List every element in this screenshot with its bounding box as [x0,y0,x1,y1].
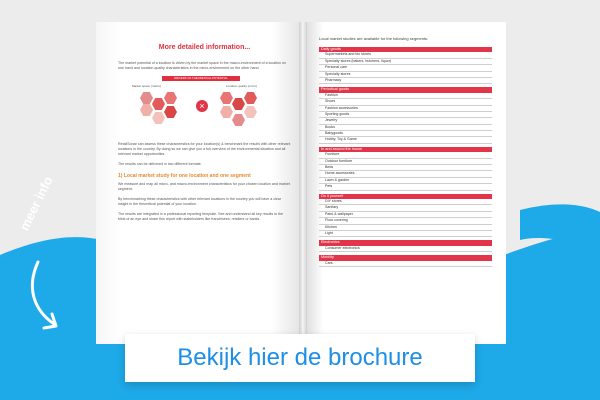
hex-shape [140,92,153,104]
hex-shape [244,106,257,118]
report-paragraph: The results are integrated in a professional reporting template. See and understand all key results in the blink of an eye and share this report with stakeholders like franchisees, retailers or banks. [118,212,284,221]
segment-item: DIY stores [319,199,492,205]
segment-item: Babygoods [319,131,492,137]
segment-category: Periodical goods [319,87,492,92]
figure-right-label: Location quality (micro) [226,84,258,88]
section-subtitle: 1) Local market study for one location and one segment [118,173,251,179]
hex-shape [164,106,177,118]
multiply-icon: × [196,100,208,112]
hex-shape [244,92,257,104]
hex-shape [164,92,177,104]
benchmark-paragraph: RetailSonar can assess these characteristics for your location(s) & benchmark the results with other relevant locations in the country. By doing so we can give you a full overview of the environmental situation and all relevant market opportunities. [118,142,291,156]
potential-paragraph: By benchmarking these characteristics with other relevant locations in the country you will have a clear insight in the theoretical potential of your location. [118,197,281,206]
segment-item: Lawn & garden [319,178,492,184]
drivers-figure [118,76,288,134]
hex-shape [232,114,245,126]
segment-item: Paint & wallpaper [319,212,492,218]
segment-item: Sanitary [319,205,492,211]
brochure-spine [299,22,307,344]
page-title: More detailed information... [158,44,251,51]
meer-info-label: meer info [16,173,56,233]
segment-item: Pets [319,184,492,190]
curved-arrow-icon [20,258,80,338]
brochure-preview[interactable] [96,22,506,344]
segment-item: Home accessories [319,171,492,177]
segment-item: Furniture [319,152,492,158]
segment-item: Books [319,125,492,131]
segment-item: Floor covering [319,218,492,224]
segments-intro: Local market studies are available for the following segments: [319,36,429,41]
figure-left-label: Market space (macro) [132,84,162,88]
segment-category: Mobility [319,255,492,260]
segments-list [319,47,492,267]
hex-shape [232,98,245,110]
formats-paragraph: The results can be delivered in two different formats: [118,162,202,166]
segment-item: Personal care [319,65,492,71]
segment-item: Fashion accessories [319,106,492,112]
hex-shape [152,98,165,110]
hex-shape [220,106,233,118]
segment-item: Jewelry [319,118,492,124]
view-brochure-button[interactable]: Bekijk hier de brochure [125,334,475,382]
segment-item: Consumer electronics [319,246,492,252]
segment-category: Daily goods [319,47,492,52]
segment-item: Specialty stores (bakers, butchers, liquor) [319,59,492,65]
segment-item: Hobby, Toy & Game [319,137,492,143]
hex-shape [140,104,153,116]
segment-category: In and around the house [319,147,492,152]
hex-shape [220,92,233,104]
segment-item: Shoes [319,99,492,105]
segment-item: Pharmacy [319,78,492,84]
measure-paragraph: We measure and map all micro- and macro-environment characteristics for your chosen location and market segment. [118,182,290,191]
segment-item: Specialty stores [319,72,492,78]
figure-title: DRIVERS OF THEORETICAL POTENTIAL [162,76,240,81]
intro-paragraph: The market potential of a location is driven by the market space in the macro-environment of a location on one hand and location quality characteristics in the micro-environment on the other hand. [118,61,286,70]
segment-category: Do it yourself [319,194,492,199]
segment-item: Fashion [319,93,492,99]
segment-item: Light [319,231,492,237]
segment-item: Sporting goods [319,112,492,118]
segment-category: Electronics [319,240,492,245]
segment-item: Cars [319,261,492,267]
brochure-left-page [96,22,303,344]
hex-shape [152,112,165,124]
segment-item: Outdoor furniture [319,159,492,165]
segment-item: Beds [319,165,492,171]
segment-item: Supermarkets and bio stores [319,52,492,58]
brochure-right-page [303,22,506,344]
segment-item: Kitchen [319,225,492,231]
